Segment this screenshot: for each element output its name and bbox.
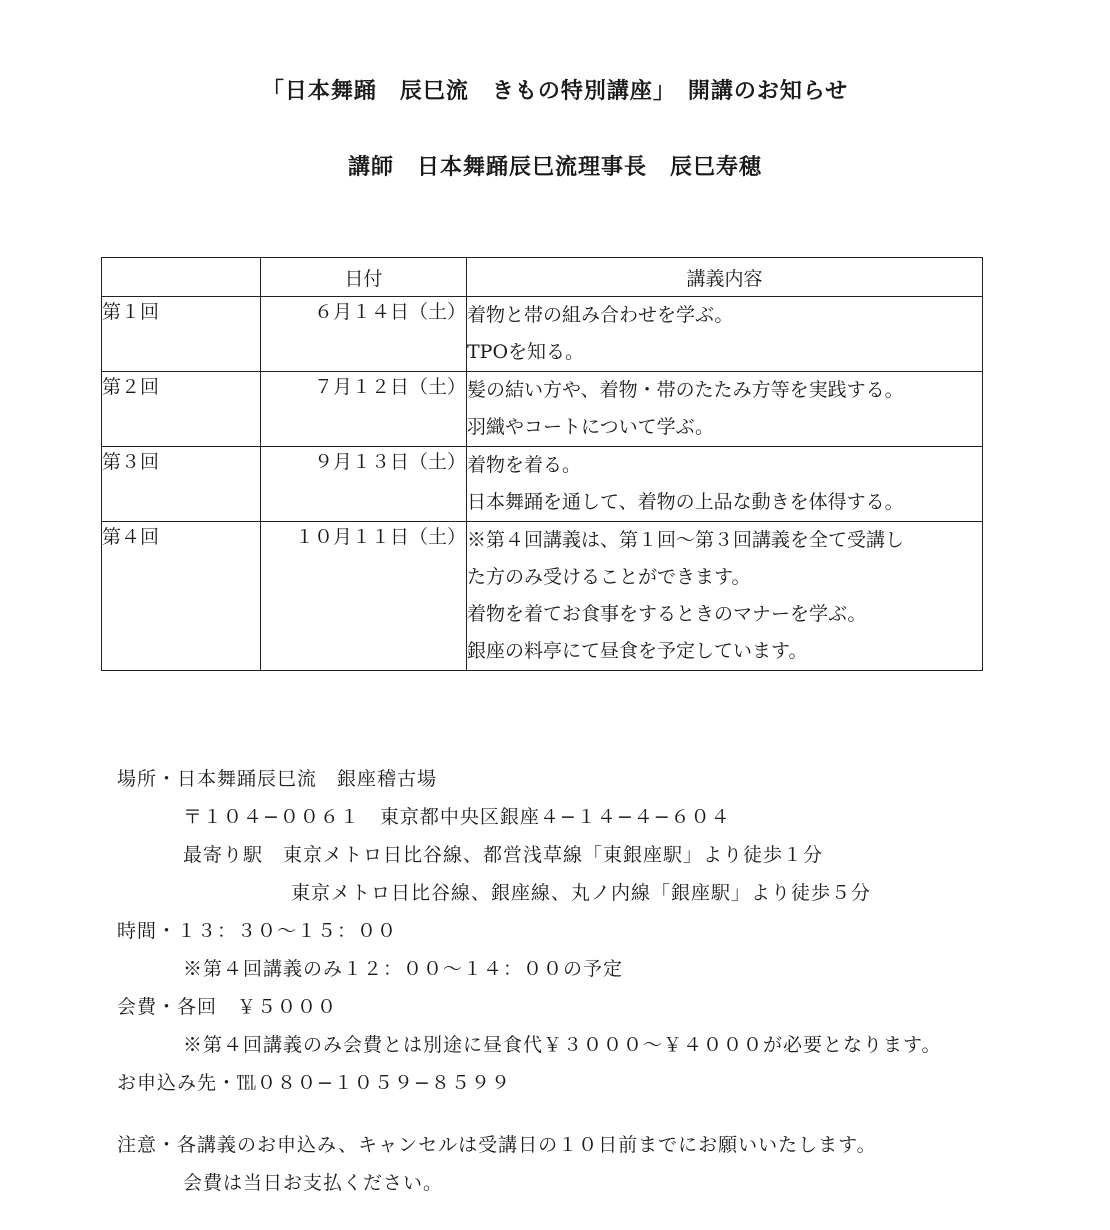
page-title: 「日本舞踊 辰巳流 きもの特別講座」 開講のお知らせ — [261, 79, 849, 104]
page-subtitle: 講師 日本舞踊辰巳流理事長 辰巳寿穂 — [347, 155, 762, 180]
content-line: 羽織やコートについて学ぶ。 — [467, 416, 715, 438]
session-date: ９月１３日（土） — [261, 447, 467, 522]
table-row — [102, 522, 983, 671]
schedule-table — [101, 257, 983, 671]
content-line: ※第４回講義は、第１回〜第３回講義を全て受講し — [467, 529, 905, 551]
session-number: 第１回 — [102, 297, 261, 372]
session-number: 第３回 — [102, 447, 261, 522]
session-content — [467, 297, 983, 372]
content-line: た方のみ受けることができます。 — [467, 566, 751, 588]
content-line: TPOを知る。 — [467, 341, 585, 363]
session-number: 第２回 — [102, 372, 261, 447]
header-blank — [102, 258, 261, 297]
time-note: ※第４回講義のみ１２：００〜１４：００の予定 — [183, 958, 624, 980]
session-content — [467, 447, 983, 522]
place-line: 場所・日本舞踊辰巳流 銀座稽古場 — [117, 768, 438, 790]
table-row — [102, 297, 983, 372]
time-line: 時間・１３：３０〜１５：００ — [117, 920, 398, 942]
content-line: 銀座の料亭にて昼食を予定しています。 — [467, 640, 808, 662]
content-line: 着物を着てお食事をするときのマナーを学ぶ。 — [467, 603, 867, 625]
info-section — [117, 760, 941, 1202]
session-content — [467, 522, 983, 671]
contact-line: お申込み先・℡０８０−１０５９−８５９９ — [117, 1072, 511, 1094]
caution-note: 会費は当日お支払ください。 — [183, 1172, 444, 1194]
content-line: 髪の結い方や、着物・帯のたたみ方等を実践する。 — [467, 379, 904, 401]
table-row — [102, 447, 983, 522]
caution-line: 注意・各講義のお申込み、キャンセルは受講日の１０日前までにお願いいたします。 — [117, 1134, 877, 1156]
station-line: 東京メトロ日比谷線、銀座線、丸ノ内線「銀座駅」より徒歩５分 — [291, 882, 872, 904]
table-row — [102, 372, 983, 447]
header-content: 講義内容 — [467, 258, 983, 297]
address-line: 〒１０４−００６１ 東京都中央区銀座４−１４−４−６０４ — [183, 806, 731, 828]
fee-line: 会費・各回 ￥５０００ — [117, 996, 338, 1018]
session-date: ６月１４日（土） — [261, 297, 467, 372]
session-date: １０月１１日（土） — [261, 522, 467, 671]
session-date: ７月１２日（土） — [261, 372, 467, 447]
header-date: 日付 — [261, 258, 467, 297]
content-line: 日本舞踊を通して、着物の上品な動きを体得する。 — [467, 491, 904, 513]
station-line: 最寄り駅 東京メトロ日比谷線、都営浅草線「東銀座駅」より徒歩１分 — [183, 844, 824, 866]
content-line: 着物と帯の組み合わせを学ぶ。 — [467, 304, 734, 326]
session-number: 第４回 — [102, 522, 261, 671]
content-line: 着物を着る。 — [467, 454, 582, 476]
session-content — [467, 372, 983, 447]
table-header-row — [102, 258, 983, 297]
fee-note: ※第４回講義のみ会費とは別途に昼食代￥３０００〜￥４０００が必要となります。 — [183, 1034, 942, 1056]
